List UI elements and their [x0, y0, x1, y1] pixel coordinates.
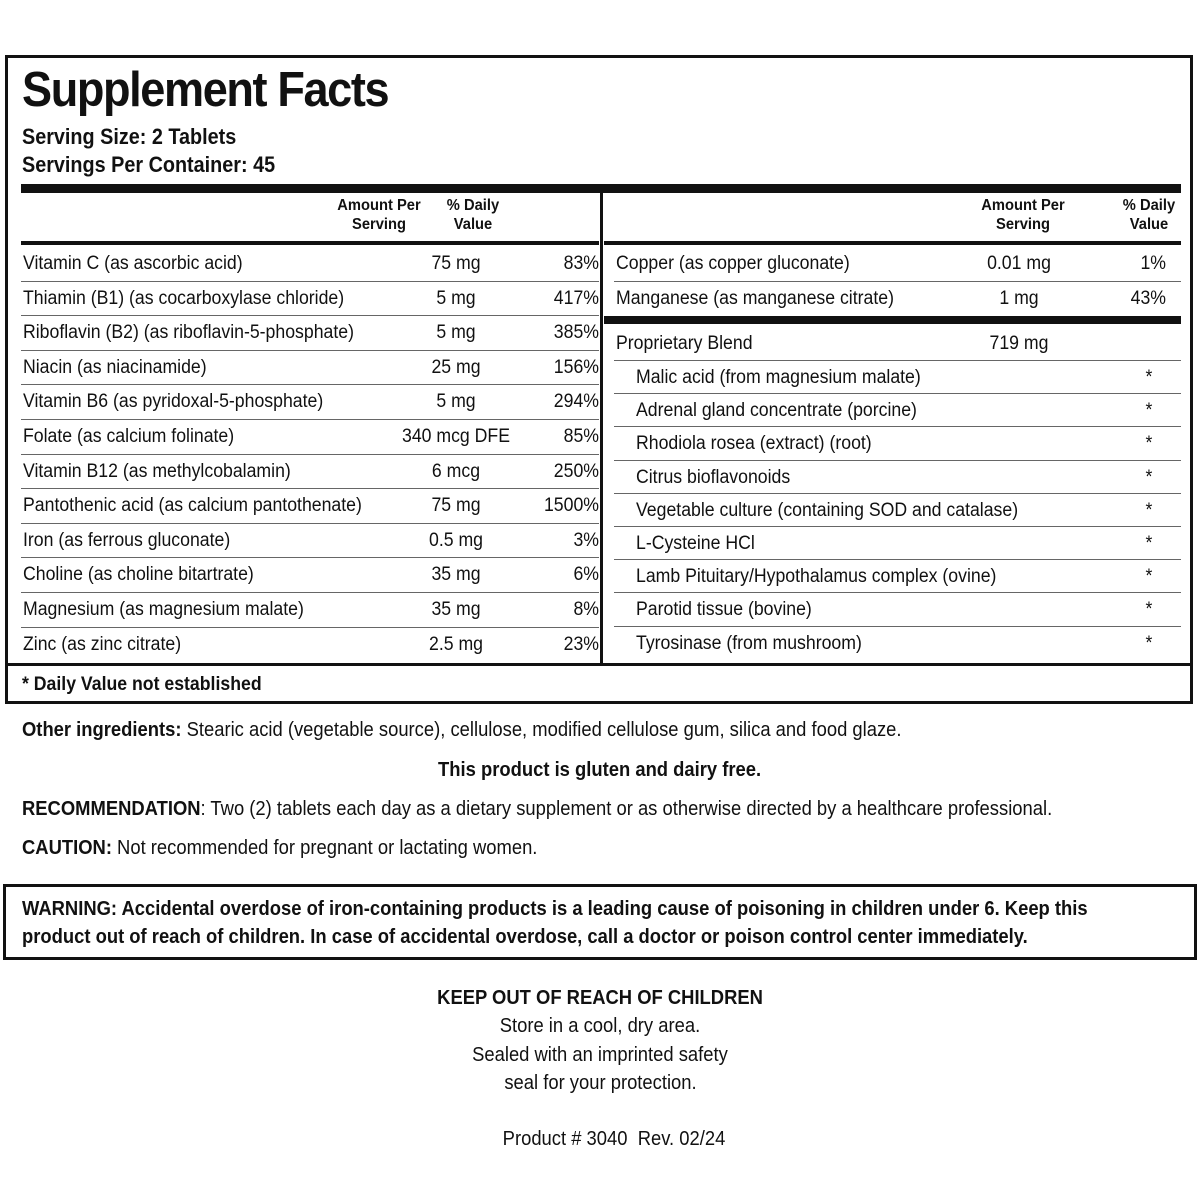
- blend-item-row: [614, 527, 1181, 561]
- nutrient-name: Iron (as ferrous gluconate): [23, 529, 231, 551]
- servings-per-container: Servings Per Container: 45: [22, 152, 276, 177]
- nutrient-daily-value: 294%: [553, 391, 599, 413]
- nutrient-row: [21, 524, 599, 558]
- nutrient-name: Zinc (as zinc citrate): [23, 633, 182, 655]
- warning-box: [3, 884, 1197, 960]
- blend-item-name: Malic acid (from magnesium malate): [636, 367, 921, 388]
- blend-item-daily-value: *: [1145, 499, 1153, 521]
- nutrient-name: Vitamin B12 (as methylcobalamin): [23, 460, 291, 482]
- nutrient-daily-value: 417%: [553, 287, 599, 309]
- blend-item-name: Adrenal gland concentrate (porcine): [636, 400, 917, 422]
- nutrient-amount: 5 mg: [436, 287, 476, 309]
- nutrient-name: Riboflavin (B2) (as riboflavin-5-phosphate): [23, 322, 354, 344]
- keep-out-heading: KEEP OUT OF REACH OF CHILDREN: [437, 987, 763, 1009]
- proprietary-blend-row: [614, 327, 1181, 361]
- nutrient-row: [21, 489, 599, 523]
- blend-thick-divider: [604, 316, 1181, 324]
- blend-item-row: [614, 394, 1181, 428]
- nutrient-daily-value: 1%: [1140, 253, 1166, 274]
- left-dv-header: % Daily Value: [446, 197, 500, 233]
- blend-item-name: Parotid tissue (bovine): [636, 599, 812, 621]
- blend-item-name: Citrus bioflavonoids: [636, 466, 791, 488]
- nutrient-daily-value: 3%: [573, 529, 599, 551]
- blend-item-daily-value: *: [1145, 400, 1153, 422]
- recommendation: RECOMMENDATION: Two (2) tablets each day as a dietary supplement or as otherwise directed by a healthcare professional.: [22, 798, 1053, 820]
- blend-item-name: Vegetable culture (containing SOD and catalase): [636, 499, 1019, 521]
- nutrient-amount: 25 mg: [431, 356, 481, 378]
- blend-item-row: [614, 361, 1181, 395]
- blend-item-daily-value: *: [1145, 367, 1153, 388]
- blend-item-daily-value: *: [1145, 533, 1153, 554]
- nutrient-row: [21, 316, 599, 350]
- nutrient-row: [21, 628, 599, 662]
- gluten-dairy-free: This product is gluten and dairy free.: [438, 759, 762, 781]
- left-header-divider: [21, 241, 599, 245]
- supplement-facts-panel: [5, 55, 1193, 704]
- nutrient-name: Vitamin B6 (as pyridoxal-5-phosphate): [23, 391, 324, 413]
- nutrient-amount: 5 mg: [436, 322, 476, 344]
- blend-item-row: [614, 627, 1181, 661]
- nutrient-amount: 6 mcg: [431, 460, 481, 482]
- nutrient-daily-value: 43%: [1130, 287, 1166, 309]
- nutrient-name: Magnesium (as magnesium malate): [23, 599, 304, 620]
- nutrient-name: Manganese (as manganese citrate): [616, 287, 894, 309]
- nutrient-amount: 35 mg: [431, 599, 481, 620]
- nutrient-amount: 2.5 mg: [428, 633, 484, 655]
- product-code: Product # 3040 Rev. 02/24: [502, 1128, 726, 1150]
- serving-size: Serving Size: 2 Tablets: [22, 124, 237, 149]
- nutrient-amount: 0.01 mg: [987, 253, 1051, 274]
- column-divider: [600, 193, 603, 663]
- footnote-divider: [8, 663, 1190, 666]
- nutrient-name: Vitamin C (as ascorbic acid): [23, 253, 243, 274]
- blend-name: Proprietary Blend: [616, 333, 753, 354]
- nutrient-row: [614, 282, 1181, 316]
- nutrient-row: [21, 247, 599, 281]
- nutrient-daily-value: 1500%: [543, 495, 599, 517]
- nutrient-name: Copper (as copper gluconate): [616, 253, 850, 274]
- right-dv-header: % Daily Value: [1122, 197, 1176, 233]
- nutrient-daily-value: 6%: [573, 564, 599, 586]
- blend-item-row: [614, 560, 1181, 594]
- nutrient-name: Niacin (as niacinamide): [23, 356, 207, 378]
- nutrient-name: Choline (as choline bitartrate): [23, 564, 254, 586]
- nutrient-amount: 5 mg: [436, 391, 476, 413]
- blend-item-row: [614, 494, 1181, 528]
- nutrient-name: Thiamin (B1) (as cocarboxylase chloride): [23, 287, 345, 309]
- blend-item-row: [614, 427, 1181, 461]
- blend-item-daily-value: *: [1145, 466, 1153, 488]
- nutrient-amount: 340 mcg DFE: [401, 426, 511, 447]
- other-ingredients: Other ingredients: Stearic acid (vegetable source), cellulose, modified cellulose gum, silica and food glaze.: [22, 719, 902, 741]
- right-header-divider: [604, 241, 1181, 245]
- nutrient-row: [614, 247, 1181, 281]
- blend-item-name: Lamb Pituitary/Hypothalamus complex (ovine): [636, 566, 997, 588]
- warning-text: WARNING: Accidental overdose of iron-containing products is a leading cause of poisoning in children under 6. Keep this product out of reach of children. In case of accidental overdose, call a doctor or poison control center immediately.: [22, 898, 1088, 948]
- nutrient-row: [21, 420, 599, 454]
- blend-item-row: [614, 461, 1181, 495]
- nutrient-name: Pantothenic acid (as calcium pantothenate): [23, 495, 362, 517]
- nutrient-daily-value: 85%: [563, 426, 599, 447]
- blend-item-name: Tyrosinase (from mushroom): [636, 632, 862, 654]
- nutrient-row: [21, 593, 599, 627]
- nutrient-daily-value: 250%: [553, 460, 599, 482]
- nutrient-daily-value: 83%: [563, 253, 599, 274]
- storage-line-2: Sealed with an imprinted safety: [472, 1044, 728, 1066]
- nutrient-row: [21, 351, 599, 385]
- top-thick-divider: [21, 184, 1181, 193]
- left-amount-header: Amount Per Serving: [337, 197, 421, 233]
- nutrient-daily-value: 156%: [553, 356, 599, 378]
- blend-item-daily-value: *: [1145, 599, 1153, 621]
- nutrient-row: [21, 385, 599, 419]
- nutrient-amount: 75 mg: [431, 253, 481, 274]
- blend-item-row: [614, 593, 1181, 627]
- blend-amount: 719 mg: [989, 333, 1049, 354]
- nutrient-daily-value: 8%: [573, 599, 599, 620]
- blend-item-daily-value: *: [1145, 566, 1153, 588]
- nutrient-amount: 1 mg: [999, 287, 1039, 309]
- blend-item-daily-value: *: [1145, 632, 1153, 654]
- blend-item-name: L-Cysteine HCl: [636, 533, 755, 554]
- storage-line-1: Store in a cool, dry area.: [499, 1015, 701, 1037]
- caution: CAUTION: Not recommended for pregnant or lactating women.: [22, 837, 538, 859]
- nutrient-amount: 0.5 mg: [428, 529, 484, 551]
- right-amount-header: Amount Per Serving: [981, 197, 1065, 233]
- panel-title: Supplement Facts: [22, 63, 389, 117]
- nutrient-row: [21, 282, 599, 316]
- nutrient-amount: 75 mg: [431, 495, 481, 517]
- storage-line-3: seal for your protection.: [503, 1072, 697, 1094]
- nutrient-name: Folate (as calcium folinate): [23, 426, 235, 447]
- nutrient-row: [21, 558, 599, 592]
- blend-item-name: Rhodiola rosea (extract) (root): [636, 433, 872, 455]
- nutrient-daily-value: 385%: [553, 322, 599, 344]
- nutrient-row: [21, 455, 599, 489]
- nutrient-daily-value: 23%: [563, 633, 599, 655]
- nutrient-amount: 35 mg: [431, 564, 481, 586]
- blend-item-daily-value: *: [1145, 433, 1153, 455]
- footnote: * Daily Value not established: [22, 674, 262, 695]
